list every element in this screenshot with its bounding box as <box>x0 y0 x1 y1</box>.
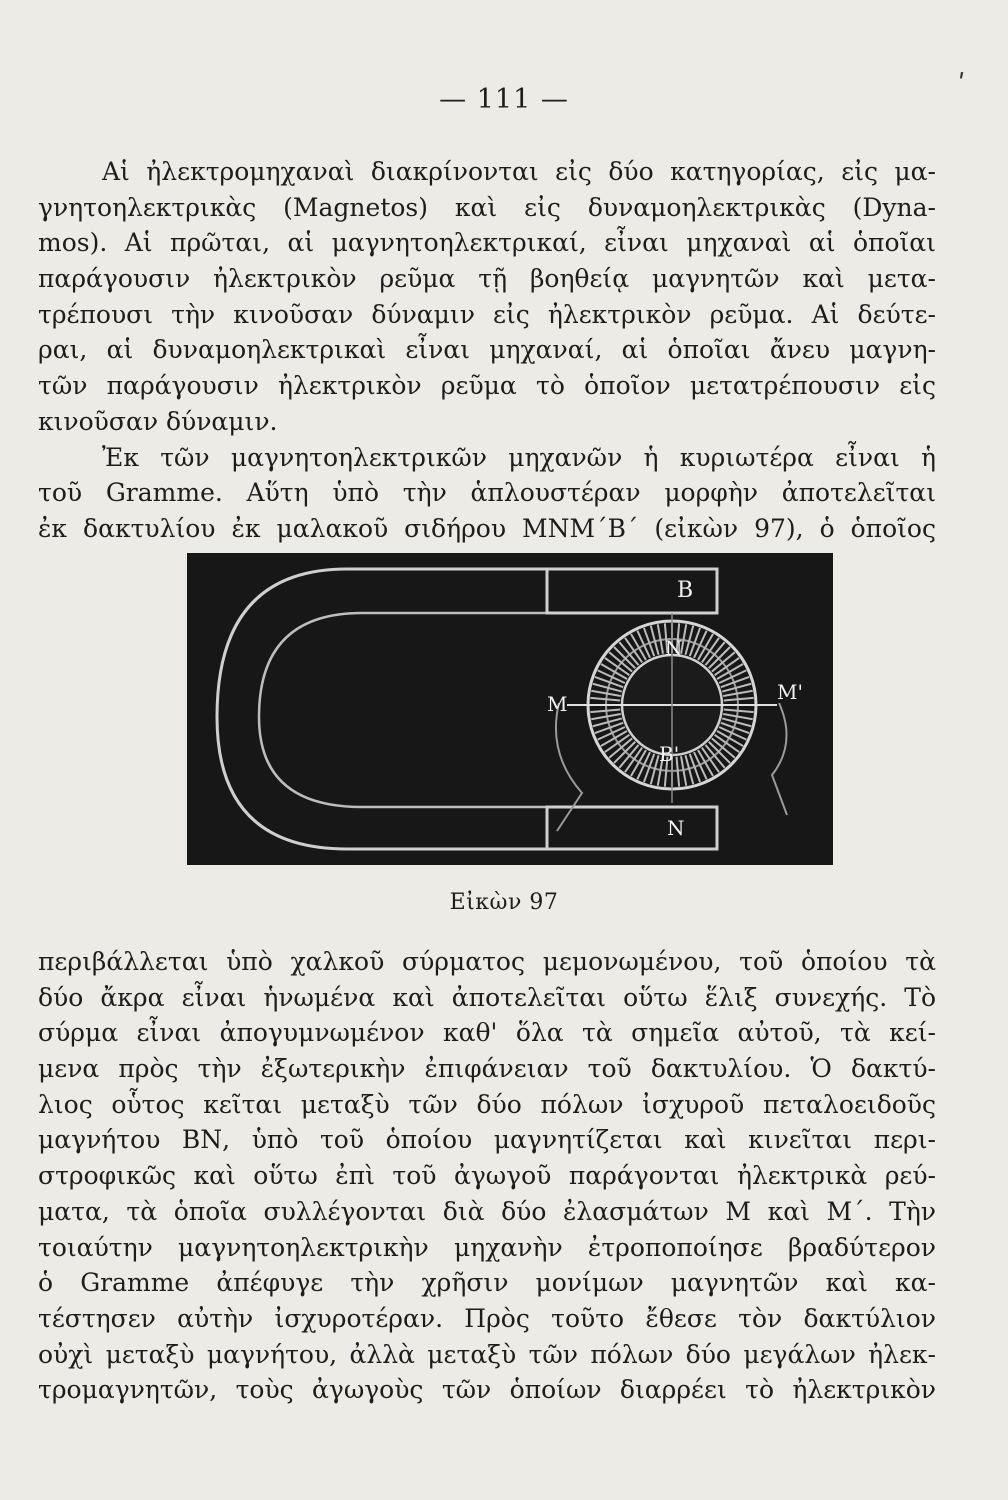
figure-gramme-machine <box>187 553 833 865</box>
paragraph-bottom <box>38 944 936 1408</box>
text-line: τέστησεν αὐτὴν ἰσχυροτέραν. Πρὸς τοῦτο ἔθεσε τὸν δακτύλιον <box>38 1303 936 1333</box>
corner-mark: ʹ <box>958 70 966 100</box>
text-line: mos). Αἱ πρῶται, αἱ μαγνητοηλεκτρικαί, εἶναι μηχαναὶ αἱ ὁποῖαι <box>38 228 936 258</box>
paragraph-top <box>38 154 936 547</box>
label-b-top: B <box>677 578 694 603</box>
text-line: τοῦ Gramme. Αὕτη ὑπὸ τὴν ἁπλουστέραν μορφὴν ἀποτελεῖται <box>38 478 936 508</box>
text-line: μενα πρὸς τὴν ἐξωτερικὴν ἐπιφάνειαν τοῦ δακτυλίου. Ὁ δακτύ- <box>38 1054 936 1084</box>
page-number: — 111 — <box>439 84 569 115</box>
text-line: περιβάλλεται ὑπὸ χαλκοῦ σύρματος μεμονωμένου, τοῦ ὁποίου τὰ <box>38 947 936 976</box>
figure-caption: Εἰκὼν 97 <box>449 890 559 915</box>
text-line: τρέπουσι τὴν κινοῦσαν δύναμιν εἰς ἠλεκτρικὸν ρεῦμα. Αἱ δεύτε- <box>38 299 936 329</box>
label-m-right: M' <box>777 680 803 704</box>
text-line: κινοῦσαν δύναμιν. <box>38 406 278 436</box>
label-n-bottom: N <box>667 816 685 840</box>
text-line: γνητοηλεκτρικὰς (Magnetos) καὶ εἰς δυναμοηλεκτρικὰς (Dyna- <box>38 192 936 222</box>
text-line: Αἱ ἠλεκτρομηχαναὶ διακρίνονται εἰς δύο κατηγορίας, εἰς μα- <box>102 157 936 186</box>
text-line: ἐκ δακτυλίου ἐκ μαλακοῦ σιδήρου ΜΝΜ΄Β΄ (εἰκὼν 97), ὁ ὁποῖος <box>38 513 936 543</box>
text-line: σύρμα εἶναι ἀπογυμνωμένον καθ' ὅλα τὰ σημεῖα αὐτοῦ, τὰ κεί- <box>38 1018 936 1048</box>
text-line: στροφικῶς καὶ οὕτω ἐπὶ τοῦ ἀγωγοῦ παράγονται ἠλεκτρικὰ ρεύ- <box>38 1161 936 1191</box>
label-m-left: M <box>547 692 568 716</box>
text-line: Ἐκ τῶν μαγνητοηλεκτρικῶν μηχανῶν ἡ κυριωτέρα εἶναι ἡ <box>102 442 936 472</box>
text-line: παράγουσιν ἠλεκτρικὸν ρεῦμα τῇ βοηθείᾳ μαγνητῶν καὶ μετα- <box>38 264 936 294</box>
text-line: ματα, τὰ ὁποῖα συλλέγονται διὰ δύο ἐλασμάτων Μ καὶ Μ΄. Τὴν <box>38 1196 936 1226</box>
text-line: ραι, αἱ δυναμοηλεκτρικαὶ εἶναι μηχαναί, αἱ ὁποῖαι ἄνευ μαγνη- <box>38 335 936 365</box>
text-line: ὁ Gramme ἀπέφυγε τὴν χρῆσιν μονίμων μαγνητῶν καὶ κα- <box>38 1268 936 1298</box>
text-line: λιος οὗτος κεῖται μεταξὺ τῶν δύο πόλων ἰσχυροῦ πεταλοειδοῦς <box>38 1089 936 1119</box>
text-line: μαγνήτου ΒΝ, ὑπὸ τοῦ ὁποίου μαγνητίζεται καὶ κινεῖται περι- <box>38 1125 936 1155</box>
text-line: τῶν παράγουσιν ἠλεκτρικὸν ρεῦμα τὸ ὁποῖον μετατρέπουσιν εἰς <box>38 371 936 401</box>
text-line: τρομαγνητῶν, τοὺς ἀγωγοὺς τῶν ὁποίων διαρρέει τὸ ἠλεκτρικὸν <box>38 1375 936 1405</box>
label-b-prime: B' <box>659 742 680 766</box>
text-line: τοιαύτην μαγνητοηλεκτρικὴν μηχανὴν ἐτροποποίησε βραδύτερον <box>38 1232 936 1262</box>
label-n-top: N <box>665 636 683 660</box>
text-line: δύο ἄκρα εἶναι ἡνωμένα καὶ ἀποτελεῖται οὕτω ἕλιξ συνεχής. Τὸ <box>38 982 936 1012</box>
figure-drawing <box>187 553 833 865</box>
text-line: οὐχὶ μεταξὺ μαγνήτου, ἀλλὰ μεταξὺ τῶν πόλων δύο μεγάλων ἠλεκ- <box>38 1339 936 1369</box>
